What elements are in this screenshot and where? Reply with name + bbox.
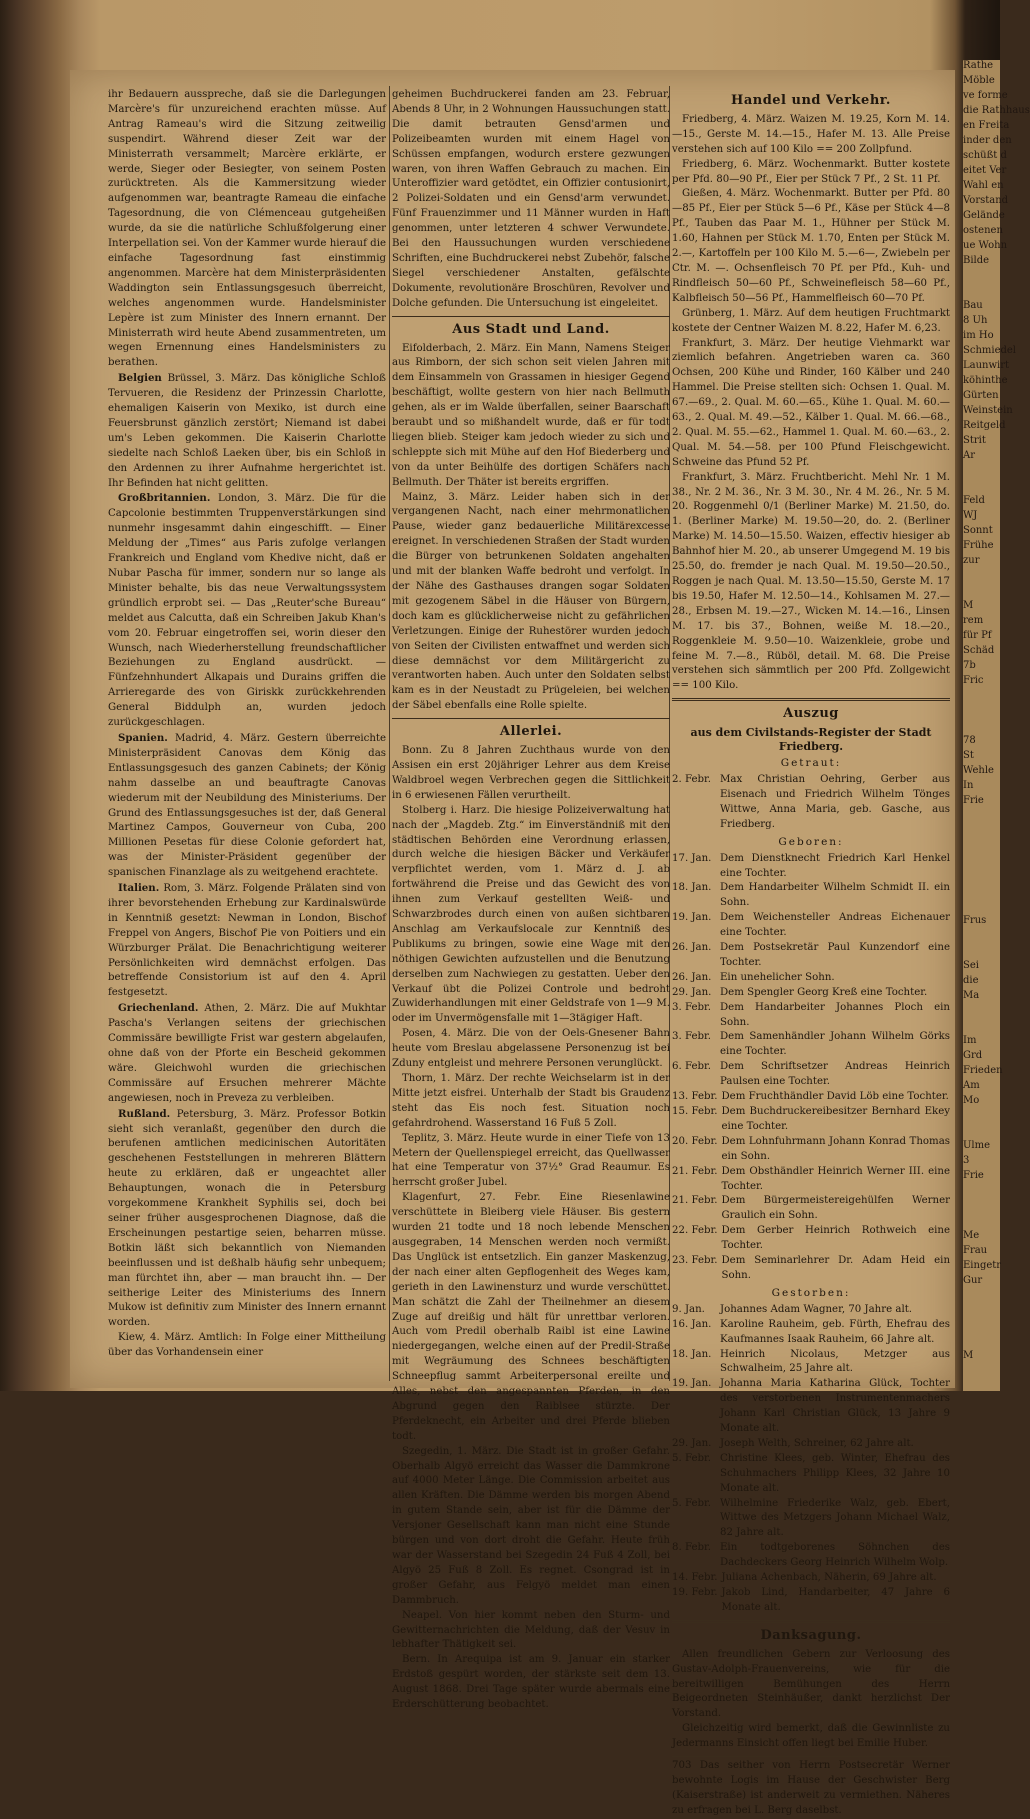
entry-date: 18. Jan. xyxy=(672,882,712,894)
adjacent-page-fragment: Frau xyxy=(963,1245,988,1256)
entry-text: Heinrich Nicolaus, Metzger aus Schwalheim, 25 Jahre alt. xyxy=(720,1348,950,1375)
register-entry xyxy=(672,1586,950,1616)
entry-text: Dem Fruchthändler David Löb eine Tochter. xyxy=(721,1091,949,1103)
entry-date: 14. Febr. xyxy=(672,1572,718,1584)
adjacent-page-fragment: In xyxy=(963,780,974,791)
adjacent-page-fragment: Schmiedel xyxy=(963,345,1017,356)
register-entry xyxy=(672,941,950,971)
country-heading: Belgien xyxy=(118,372,162,385)
register-entry xyxy=(672,971,950,986)
register-entry xyxy=(672,1194,950,1224)
adjacent-page-fragment: ue Wohn xyxy=(963,240,1008,251)
section-heading: Aus Stadt und Land. xyxy=(452,321,610,337)
adjacent-page-fragment: im Ho xyxy=(963,330,994,341)
adjacent-page-fragment xyxy=(963,930,1000,945)
adjacent-page-fragment xyxy=(963,270,1000,285)
entry-text: Jakob Lind, Handarbeiter, 47 Jahre 6 Monate alt. xyxy=(721,1587,950,1613)
adjacent-page-fragment xyxy=(963,1305,1000,1320)
adjacent-page-fragment: inder den xyxy=(963,135,1012,146)
article-text: ihr Bedauern ausspreche, daß sie die Darlegungen Marcère's für unzureichend erachten müsse. Auf Antrag Rameau's wird die Sitzung zeitweilig suspendirt. Während dieser Zeit war der Ministerrath versammelt; Marcère erklärte, er werde, Sieger oder Besiegter, von seinem Posten zurücktreten. Als die Kammersitzung wieder aufgenommen war, beantragte Rameau die einfache Tagesordnung, die von Clémenceau gutgeheißen wurde, da sie die natürliche Schlußfolgerung einer Interpellation sei. Von der Kammer wurde hierauf die einfache Tagesordnung fast einstimmig angenommen. Marcère hat dem Ministerpräsidenten Waddington sein Entlassungsgesuch überreicht, welches angenommen wurde. Handelsminister Lepère ist zum Minister des Innern ernannt. Der Ministerrath wird heute Abend zusammentreten, um wegen Ernennung eines Handelsministers zu berathen. xyxy=(108,89,386,369)
adjacent-page-fragment xyxy=(963,690,1000,705)
adjacent-page-fragment: St xyxy=(963,750,974,761)
adjacent-page-edge xyxy=(963,60,1030,1391)
register-entry xyxy=(672,1135,950,1165)
entry-text: Dem Gerber Heinrich Rothweich eine Tochter. xyxy=(721,1225,950,1252)
news-item: Bern. In Arequipa ist am 9. Januar ein starker Erdstoß gespürt worden, der stärkste seit dem 13. August 1868. Drei Tage später wurde abermals eine Erderschütterung beobachtet. xyxy=(392,1654,670,1711)
register-section-title: Getraut: xyxy=(780,757,842,770)
article-paragraph xyxy=(108,491,386,731)
entry-date: 13. Febr. xyxy=(672,1091,718,1103)
article-text: geheimen Buchdruckerei fanden am 23. Februar, Abends 8 Uhr, in 2 Wohnungen Haussuchungen statt. Die damit betrauten Gensd'armen und Polizeibeamten wurden mit einem Hagel von Schüssen empfangen, wodurch erstere gezwungen waren, von ihren Waffen Gebrauch zu machen. Ein Unteroffizier ward getödtet, ein Offizier contusionirt, 2 Polizei-Soldaten und ein Gensd'arm verwundet. Fünf Frauenzimmer und 11 Männer wurden in Haft genommen, unter letzteren 4 schwer Verwundete. Bei den Haussuchungen wurden verschiedene Schriften, eine Buchdruckerei nebst Zubehör, falsche Siegel verschiedener Anstalten, gefälschte Dokumente, revolutionäre Broschüren, Revolver und Dolche gefunden. Die Untersuchung ist eingeleitet. xyxy=(392,89,670,309)
adjacent-page-fragment: Am xyxy=(963,1080,980,1091)
country-heading: Griechenland. xyxy=(118,1002,199,1015)
register-entry xyxy=(672,1254,950,1284)
entry-date: 26. Jan. xyxy=(672,971,712,983)
adjacent-page-fragment: 3 xyxy=(963,1155,970,1166)
news-item: Posen, 4. März. Die von der Oels-Gnesener Bahn heute vom Breslau abgelassene Personenzug ist bei Zduny entgleist und mehrere Personen verunglückt. xyxy=(392,1028,670,1070)
news-item: Teplitz, 3. März. Heute wurde in einer Tiefe von 13 Metern der Quellenspiegel erreicht, das Quellwasser hat eine Temperatur von 37½° Grad Reaumur. Es herrscht großer Jubel. xyxy=(392,1132,670,1189)
adjacent-page-fragment xyxy=(963,1320,1000,1335)
adjacent-page-fragment: Rathe xyxy=(963,60,994,71)
news-item: Friedberg, 4. März. Waizen M. 19.25, Korn M. 14.—15., Gerste M. 14.—15., Hafer M. 13. Alle Preise verstehen sich auf 100 Kilo == 200 Zollpfund. xyxy=(672,113,950,155)
adjacent-page-fragment xyxy=(963,870,1000,885)
article-paragraph xyxy=(108,881,386,1001)
adjacent-page-fragment xyxy=(963,1020,1000,1035)
entry-text: Juliana Achenbach, Näherin, 69 Jahre alt. xyxy=(721,1572,937,1584)
adjacent-page-fragment: Gelände xyxy=(963,210,1005,221)
adjacent-page-fragment: Ma xyxy=(963,990,980,1001)
register-entry xyxy=(672,1165,950,1195)
register-entry xyxy=(672,881,950,911)
adjacent-page-fragment: 8 Uh xyxy=(963,315,988,326)
column-divider xyxy=(389,86,390,1381)
adjacent-page-fragment: en Freita xyxy=(963,120,1010,131)
article-paragraph xyxy=(108,1107,386,1332)
news-item: Szegedin, 1. März. Die Stadt ist in großer Gefahr. Oberhalb Algyö erreicht das Wasser die Dammkrone auf 4000 Meter Länge. Die Commission arbeitet aus allen Kräften. Die Dämme werden bis morgen Abend in gutem Stande sein, aber ist für die Dämme der Versjoner Gesellschaft kann man nicht eine Stunde bürgen und von dort droht die Gefahr. Heute früh war der Wasserstand bei Szegedin 24 Fuß 4 Zoll, bei Algyö 25 Fuß 8 Zoll. Es regnet. Csongrad ist in großer Gefahr, aus Felgyö meldet man einen Dammbruch. xyxy=(392,1445,670,1606)
column-trade-register xyxy=(672,88,950,1819)
news-item: Mainz, 3. März. Leider haben sich in der vergangenen Nacht, nach einer mehrmonatlichen Pause, wieder ganz bedauerliche Militärexcesse ereignet. In verschiedenen Straßen der Stadt wurden die Bürger von betrunkenen Soldaten angehalten und mit der blanken Waffe bedroht und verfolgt. In der Nähe des Gasthauses drangen sogar Soldaten mit gezogenem Säbel in die Häuser von Bürgern, doch kam es glücklicherweise nicht zu gefährlichen Verletzungen. Einige der Ruhestörer wurden jedoch von Seiten der Civilisten entwaffnet und werden sich diese demnächst vor dem Militärgericht zu verantworten haben. Auch unter den Soldaten selbst kam es in der Neustadt zu Prügeleien, bei welchen der Säbel ebenfalls eine Rolle spielte. xyxy=(392,491,670,712)
column-politics xyxy=(108,88,386,1361)
advertisement-text: 703 Das seither von Herrn Postsecretär Werner bewohnte Logis im Hause der Geschwister Berg (Kaiserstraße) ist anderweit zu vermiethen. Näheres zu erfragen bei L. Berg daselbst. xyxy=(672,1760,950,1816)
adjacent-page-fragment xyxy=(963,1335,1000,1350)
adjacent-page-fragment xyxy=(963,285,1000,300)
adjacent-page-fragment xyxy=(963,1125,1000,1140)
country-heading: Großbritannien. xyxy=(118,492,211,505)
entry-date: 21. Febr. xyxy=(672,1165,718,1177)
entry-text: Dem Obsthändler Heinrich Werner III. eine Tochter. xyxy=(721,1165,950,1192)
adjacent-page-fragment: Bau xyxy=(963,300,983,311)
section-heading: Auszug xyxy=(783,706,839,722)
entry-date: 19. Jan. xyxy=(672,1378,712,1390)
adjacent-page-fragment xyxy=(963,570,1000,585)
news-item: Friedberg, 6. März. Wochenmarkt. Butter kostete per Pfd. 80—90 Pf., Eier per Stück 7 Pf., 2 St. 11 Pf. xyxy=(672,158,950,185)
entry-text: Johanna Maria Katharina Glück, Tochter des verstorbenen Instrumentenmachers Johann Karl Christian Glück, 13 Jahre 9 Monate alt. xyxy=(720,1378,950,1435)
adjacent-page-fragment xyxy=(963,705,1000,720)
adjacent-page-fragment: Ulme xyxy=(963,1140,991,1151)
news-item: Thorn, 1. März. Der rechte Weichselarm ist in der Mitte jetzt eisfrei. Unterhalb der Stadt bis Graudenz steht das Eis noch fest. Situation noch gefahrdrohend. Wasserstand 16 Fuß 5 Zoll. xyxy=(392,1073,670,1129)
adjacent-page-fragment xyxy=(963,1215,1000,1230)
register-entry xyxy=(672,1318,950,1348)
entry-text: Dem Schriftsetzer Andreas Heinrich Paulsen eine Tochter. xyxy=(720,1061,950,1088)
register-entry xyxy=(672,1105,950,1135)
entry-date: 19. Febr. xyxy=(672,1587,718,1598)
article-paragraph xyxy=(108,731,386,881)
entry-text: Dem Handarbeiter Wilhelm Schmidt II. ein Sohn. xyxy=(720,882,950,909)
adjacent-page-fragment: Wehle xyxy=(963,765,994,776)
entry-date: 23. Febr. xyxy=(672,1255,718,1267)
section-heading: Allerlei. xyxy=(499,724,563,740)
adjacent-page-fragment: Gürten xyxy=(963,390,999,401)
adjacent-page-fragment: Me xyxy=(963,1230,980,1241)
adjacent-page-fragment: Sonnt xyxy=(963,525,993,536)
news-item: Neapel. Von hier kommt neben den Sturm- und Gewitternachrichten die Meldung, daß der Vesuv in lebhafter Thätigkeit sei. xyxy=(392,1609,670,1651)
adjacent-page-fragment xyxy=(963,840,1000,855)
article-text: Athen, 2. März. Die auf Mukhtar Pascha's Verlangen seitens der griechischen Commissäre bewilligte Frist war gestern abgelaufen, ohne daß von der Pforte ein Bescheid gekommen wäre. Gleichwohl wurden die griechischen Commissäre auf Ersuchen mehrerer Mächte angewiesen, noch in Preveza zu verbleiben. xyxy=(108,1003,386,1104)
section-heading: Danksagung. xyxy=(760,1627,862,1643)
register-entry xyxy=(672,1001,950,1031)
adjacent-page-fragment xyxy=(963,1395,1000,1410)
adjacent-page-fragment xyxy=(963,585,1000,600)
divider xyxy=(672,1620,950,1623)
entry-text: Dem Seminarlehrer Dr. Adam Heid ein Sohn. xyxy=(721,1255,950,1281)
entry-date: 3. Febr. xyxy=(672,1001,712,1013)
adjacent-page-fragment: zur xyxy=(963,555,980,566)
news-item: Klagenfurt, 27. Febr. Eine Riesenlawine verschüttete in Bleiberg viele Häuser. Bis gestern wurden 21 todte und 18 noch lebende Menschen ausgegraben, 14 Menschen werden noch vermißt. Das Unglück ist entsetzlich. Ein ganzer Maskenzug, der nach einer alten Gepflogenheit des Weges kam, gerieth in den Lawinensturz und wurde verschüttet. Man schätzt die Zahl der Theilnehmer an diesem Zuge auf dreißig und hält für unrettbar verloren. Auch vom Predil oberhalb Raibl ist eine Lawine niedergegangen, welche einen auf der Predil-Straße mit Wegräumung des Schnees beschäftigten Schneepflug sammt Arbeiterpersonal ereilte und Alles, nebst den angespannten Pferden, in den Abgrund gegen den Raiblsee stürzte. Der Pferdeknecht, ein Arbeiter und drei Pferde blieben todt. xyxy=(392,1192,670,1442)
register-entry xyxy=(672,1090,950,1105)
adjacent-page-fragment: Frühe xyxy=(963,540,994,551)
register-entry xyxy=(672,1348,950,1378)
register-section-title: Gestorben: xyxy=(771,1286,851,1299)
adjacent-page-fragment xyxy=(963,900,1000,915)
adjacent-page-fragment xyxy=(963,480,1000,495)
adjacent-page-fragment: 78 xyxy=(963,735,976,746)
adjacent-page-fragment: Bilde xyxy=(963,255,990,266)
article-paragraph xyxy=(108,88,386,371)
adjacent-page-fragment: Mo xyxy=(963,1095,980,1106)
entry-date: 5. Febr. xyxy=(672,1497,712,1509)
register-entry xyxy=(672,1377,950,1437)
entry-date: 3. Febr. xyxy=(672,1031,712,1043)
adjacent-page-fragment: Frie xyxy=(963,1170,984,1181)
entry-date: 9. Jan. xyxy=(672,1303,705,1315)
adjacent-page-fragment: Schäd xyxy=(963,645,995,656)
news-item: Bonn. Zu 8 Jahren Zuchthaus wurde von den Assisen ein erst 20jähriger Lehrer aus dem Kreise Waldbroel wegen Verbrechen gegen die Sittlichkeit in 6 erwiesenen Fällen verurtheilt. xyxy=(392,745,670,801)
adjacent-page-fragment: köhinthe xyxy=(963,375,1008,386)
article-text: Rom, 3. März. Folgende Prälaten sind von ihrer bevorstehenden Erhebung zur Kardinalswürde in Kenntniß gesetzt: Newman in London, Bischof Freppel von Angers, Bischof Pie von Poitiers und ein Würzburger Prälat. Die Benachrichtigung weiterer Persönlichkeiten wird demnächst erfolgen. Das betreffende Consistorium ist auf den 4. April festgesetzt. xyxy=(108,883,386,999)
article-text: Madrid, 4. März. Gestern überreichte Ministerpräsident Canovas dem König das Entlassungsgesuch des ganzen Cabinets; der König nahm dasselbe an und beauftragte Canovas wiederum mit der Neubildung des Ministeriums. Der Grund des Entlassungsgesuches ist der, daß General Martinez Campos, Gouverneur von Cuba, 200 Millionen Pesetas für diese Colonie gefordert hat, was der Minister-Präsident gegenüber der spanischen Finanzlage als zu weitgehend erachtete. xyxy=(108,732,387,879)
news-item: Gießen, 4. März. Wochenmarkt. Butter per Pfd. 80—85 Pf., Eier per Stück 5—6 Pf., Käse per Stück 4—8 Pf., Tauben das Paar M. 1., Hühner per Stück M. 1.60, Hahnen per Stück M. 1.70, Enten per Stück M. 2.—, Kartoffeln per 100 Kilo M. 5.—6—, Zwiebeln per Ctr. M. —. Ochsenfleisch 70 Pf. per Pfd., Kuh- und Rindfleisch 50—60 Pf., Schweinefleisch 58—60 Pf., Kalbfleisch 50—56 Pf., Hammelfleisch 60—70 Pf. xyxy=(672,188,950,304)
adjacent-page-fragment xyxy=(963,825,1000,840)
register-entry xyxy=(672,1437,950,1452)
article-text: London, 3. März. Die für die Capcolonie bestimmten Truppenverstärkungen sind nunmehr insgesammt dahin eingeschifft. — Einer Meldung der „Times“ aus Paris zufolge verlangen Frankreich und England vom Khedive nicht, daß er Nubar Pascha für immer, sondern nur so lange als Minister behalte, bis das neue Verwaltungssystem gründlich erprobt sei. — Das „Reuter'sche Bureau“ meldet aus Calcutta, daß ein Schreiben Jakub Khan's vom 20. Februar eingetroffen sei, worin dieser den Wunsch, nach Wiederherstellung freundschaftlicher Beziehungen zu England ausdrückt. — Fünfzehnhundert Alkapais und Durains griffen die Arrieregarde des von Giriskk zurückkehrenden General Biddulph an, wurden jedoch zurückgeschlagen. xyxy=(108,493,386,729)
news-item: Frankfurt, 3. März. Fruchtbericht. Mehl Nr. 1 M. 38., Nr. 2 M. 36., Nr. 3 M. 30., Nr. 4 M. 26., Nr. 5 M. 20. Roggenmehl 0/1 (Berliner Marke) M. 21.50, do. 1. (Berliner Marke) M. 19.50—20, do. 2. (Berliner Marke) M. 14.50—15.50. Waizen, effectiv hiesiger ab Bahnhof hier M. 20., ab unserer Umgegend M. 19 bis 25.50, do. fremder je nach Qual. M. 19.50—20.50., Roggen je nach Qual. M. 13.50—15.50, Gerste M. 17 bis 19.50, Hafer M. 12.50—14., Kohlsamen M. 27.—28., Erbsen M. 19.—27., Wicken M. 14.—16., Linsen M. 17. bis 37., Bohnen, weiße M. 18.—20., Roggenkleie M. 9.50—10. Waizenkleie, grobe und feine M. 7.—8., Rüböl, detail. M. 68. Die Preise verstehen sich sämmtlich per 200 Pfd. Zollgewicht == 100 Kilo. xyxy=(672,471,950,692)
adjacent-page-fragment: schüßt d xyxy=(963,150,1007,161)
adjacent-page-fragment: rem xyxy=(963,615,984,626)
adjacent-page-fragment: Gur xyxy=(963,1275,983,1286)
adjacent-page-fragment: die Rathhaus xyxy=(963,105,1030,116)
adjacent-page-fragment: Sei xyxy=(963,960,979,971)
section-subheading: aus dem Civilstands-Register der Stadt Friedberg. xyxy=(690,726,932,754)
adjacent-page-fragment: Fric xyxy=(963,675,984,686)
entry-date: 5. Febr. xyxy=(672,1452,712,1464)
entry-text: Ein todtgeborenes Söhnchen des Dachdeckers Georg Heinrich Wilhelm Wolp. xyxy=(720,1542,950,1569)
entry-date: 20. Febr. xyxy=(672,1135,718,1147)
entry-date: 8. Febr. xyxy=(672,1542,712,1554)
entry-text: Dem Lohnfuhrmann Johann Konrad Thomas ein Sohn. xyxy=(721,1135,950,1162)
adjacent-page-fragment: M xyxy=(963,1350,974,1361)
entry-text: Dem Weichensteller Andreas Eichenauer eine Tochter. xyxy=(720,912,950,939)
adjacent-page-fragment: Frie xyxy=(963,795,984,806)
adjacent-page-fragment: eitet Ver xyxy=(963,165,1007,176)
entry-date: 17. Jan. xyxy=(672,852,712,864)
register-section-title: Geboren: xyxy=(778,835,844,848)
entry-text: Johannes Adam Wagner, 70 Jahre alt. xyxy=(720,1303,913,1315)
adjacent-page-fragment: Vorstand xyxy=(963,195,1009,206)
register-entry xyxy=(672,1497,950,1542)
adjacent-page-fragment: Möble xyxy=(963,75,995,86)
entry-text: Wilhelmine Friederike Walz, geb. Ebert, Wittwe des Metzgers Johann Michael Walz, 82 Jahre alt. xyxy=(720,1497,950,1539)
entry-text: Max Christian Oehring, Gerber aus Eisenach und Friedrich Wilhelm Tönges Wittwe, Anna Maria, geb. Gasche, aus Friedberg. xyxy=(720,774,950,830)
register-entry xyxy=(672,852,950,882)
adjacent-page-fragment: M xyxy=(963,600,974,611)
adjacent-page-fragment: Ar xyxy=(963,450,976,461)
adjacent-page-fragment: für Pf xyxy=(963,630,992,641)
news-item: Frankfurt, 3. März. Der heutige Viehmarkt war ziemlich befahren. Angetrieben waren ca. 360 Ochsen, 200 Kühe und Rinder, 160 Kälber und 240 Hammel. Die Preise stellten sich: Ochsen 1. Qual. M. 67.—69., 2. Qual. M. 60.—65., Kühe 1. Qual. M. 60.—63., 2. Qual. M. 49.—52., Kälber 1. Qual. M. 66.—68., 2. Qual. M. 55.—62., Hammel 1. Qual. M. 60.—63., 2. Qual. M. 54.—58. per 100 Pfund Fleischgewicht. Schweine das Pfund 52 Pf. xyxy=(672,337,950,468)
register-entry xyxy=(672,1541,950,1571)
entry-date: 29. Jan. xyxy=(672,1437,712,1449)
adjacent-page-fragment xyxy=(963,1365,1000,1380)
entry-date: 2. Febr. xyxy=(672,774,712,786)
entry-date: 15. Febr. xyxy=(672,1106,718,1117)
country-heading: Italien. xyxy=(118,882,160,895)
register-entry xyxy=(672,1571,950,1586)
entry-date: 18. Jan. xyxy=(672,1348,712,1360)
register-entry xyxy=(672,986,950,1001)
register-entry xyxy=(672,1303,950,1318)
adjacent-page-fragment: Strit xyxy=(963,435,986,446)
adjacent-page-fragment: Grd xyxy=(963,1050,983,1061)
article-paragraph xyxy=(108,1001,386,1106)
register-entry xyxy=(672,1452,950,1497)
article-text: Petersburg, 3. März. Professor Botkin sieht sich veranlaßt, gegenüber den durch die berufenen amtlichen medicinischen Autoritäten geschehenen Feststellungen in mehreren Blättern heute zu erklären, daß er ungeachtet aller Behauptungen, wonach die in Petersburg vorgekommene Krankheit Syphilis sei, doch bei seiner früher ausgesprochenen Diagnose, daß die Erscheinungen pestartige seien, beharren müsse. Botkin läßt sich bekanntlich von Niemanden beeinflussen und ist deßhalb häufig sehr unbequem; man fürchtet ihn, aber — man braucht ihn. — Der seitherige Leiter des Ministeriums des Innern Mukow ist definitiv zum Minister des Innern ernannt worden. xyxy=(108,1108,386,1329)
adjacent-page-fragment xyxy=(963,855,1000,870)
adjacent-page-fragment xyxy=(963,720,1000,735)
adjacent-page-fragment: Wahl en xyxy=(963,180,1004,191)
divider xyxy=(392,718,670,719)
entry-text: Dem Dienstknecht Friedrich Karl Henkel eine Tochter. xyxy=(720,852,950,879)
entry-date: 16. Jan. xyxy=(672,1318,712,1330)
article-paragraph xyxy=(108,371,386,491)
register-entry xyxy=(672,1030,950,1060)
divider xyxy=(672,698,950,701)
entry-date: 6. Febr. xyxy=(672,1061,712,1073)
article-text: Kiew, 4. März. Amtlich: In Folge einer Mittheilung über das Vorhandensein einer xyxy=(108,1332,386,1359)
adjacent-page-fragment: 7b xyxy=(963,660,976,671)
adjacent-page-fragment: Frieden xyxy=(963,1065,1003,1076)
register-entry xyxy=(672,1224,950,1254)
entry-date: 21. Febr. xyxy=(672,1195,718,1207)
register-entry xyxy=(672,773,950,833)
country-heading: Rußland. xyxy=(118,1107,171,1120)
adjacent-page-fragment: ve forme xyxy=(963,90,1008,101)
entry-text: Dem Buchdruckereibesitzer Bernhard Ekey eine Tochter. xyxy=(721,1106,950,1132)
news-item: Eifolderbach, 2. März. Ein Mann, Namens Steiger aus Rimborn, der sich schon seit vielen Jahren mit dem Einsammeln von Grassamen in hiesiger Gegend beschäftigt, wollte gestern von hier nach Bellmuth gehen, als er im Walde überfallen, seiner Baarschaft beraubt und so mißhandelt wurde, daß er für todt liegen blieb. Steiger kam jedoch wieder zu sich und schleppte sich mit Mühe auf den Hof Biederberg und von da unter Beihülfe des dortigen Schäfers nach Bellmuth. Der Thäter ist bereits ergriffen. xyxy=(392,342,670,488)
news-item: Grünberg, 1. März. Auf dem heutigen Fruchtmarkt kostete der Centner Waizen M. 8.22, Hafer M. 6,23. xyxy=(672,307,950,334)
adjacent-page-fragment: Frus xyxy=(963,915,987,926)
adjacent-page-fragment: ostenen xyxy=(963,225,1003,236)
notice-text: Allen freundlichen Gebern zur Verloosung des Gustav-Adolph-Frauenvereins, wie für die bereitwilligen Bemühungen des Herrn Beigeordneten Steinhäußer, dankt herzlichst Der Vorstand. xyxy=(672,1648,950,1720)
entry-text: Dem Samenhändler Johann Wilhelm Görks eine Tochter. xyxy=(720,1031,950,1058)
entry-date: 26. Jan. xyxy=(672,942,712,954)
adjacent-page-fragment xyxy=(963,885,1000,900)
adjacent-page-fragment: WJ xyxy=(963,510,978,521)
entry-text: Ein unehelicher Sohn. xyxy=(720,971,835,983)
adjacent-page-fragment: die xyxy=(963,975,979,986)
entry-text: Dem Bürgermeistereigehülfen Werner Graulich ein Sohn. xyxy=(721,1195,950,1222)
adjacent-page-fragment: Launwirt xyxy=(963,360,1010,371)
section-heading: Handel und Verkehr. xyxy=(731,93,891,108)
entry-text: Dem Postsekretär Paul Kunzendorf eine Tochter. xyxy=(720,942,950,968)
divider xyxy=(392,316,670,317)
adjacent-page-fragment xyxy=(963,465,1000,480)
adjacent-page-fragment: Reitgeld xyxy=(963,420,1006,431)
register-entry xyxy=(672,1060,950,1090)
adjacent-page-fragment xyxy=(963,810,1000,825)
register-entry xyxy=(672,911,950,941)
notice-text: Gleichzeitig wird bemerkt, daß die Gewinnliste zu Jedermanns Einsicht offen liegt bei Emilie Huber. xyxy=(672,1723,950,1750)
entry-text: Dem Handarbeiter Johannes Ploch ein Sohn. xyxy=(720,1001,950,1028)
adjacent-page-fragment xyxy=(963,1290,1000,1305)
adjacent-page-fragment: Weinstein xyxy=(963,405,1013,416)
entry-text: Dem Spengler Georg Kreß eine Tochter. xyxy=(720,986,928,998)
entry-text: Christine Klees, geb. Winter, Ehefrau des Schuhmachers Philipp Klees, 32 Jahre 10 Monate alt. xyxy=(720,1452,950,1494)
column-local-news xyxy=(392,88,670,1713)
adjacent-page-fragment xyxy=(963,1380,1000,1395)
adjacent-page-fragment xyxy=(963,1110,1000,1125)
adjacent-page-fragment xyxy=(963,1005,1000,1020)
entry-date: 19. Jan. xyxy=(672,912,712,924)
adjacent-page-fragment xyxy=(963,1200,1000,1215)
entry-date: 22. Febr. xyxy=(672,1225,718,1237)
entry-date: 29. Jan. xyxy=(672,986,712,998)
adjacent-page-fragment: Eingetr xyxy=(963,1260,1002,1271)
entry-text: Joseph Welth, Schreiner, 62 Jahre alt. xyxy=(720,1437,914,1449)
adjacent-page-fragment: Feld xyxy=(963,495,985,506)
article-text: Brüssel, 3. März. Das königliche Schloß Tervueren, die Residenz der Prinzessin Charlotte, ehemaligen Kaiserin von Mexiko, ist durch eine Feuersbrunst gänzlich zerstört; Niemand ist dabei um's Leben gekommen. Die Kaiserin Charlotte siedelte nach Schloß Laeken über, bis ein Schloß in den Ardennen zu ihrer Aufnahme hergerichtet ist. Ihr Befinden hat nicht gelitten. xyxy=(108,373,386,489)
adjacent-page-fragment xyxy=(963,1185,1000,1200)
country-heading: Spanien. xyxy=(118,731,168,744)
entry-text: Karoline Rauheim, geb. Fürth, Ehefrau des Kaufmannes Isaak Rauheim, 66 Jahre alt. xyxy=(720,1318,950,1345)
adjacent-page-fragment: Im xyxy=(963,1035,977,1046)
adjacent-page-fragment xyxy=(963,945,1000,960)
news-item: Stolberg i. Harz. Die hiesige Polizeiverwaltung hat nach der „Magdeb. Ztg.“ im Einverständniß mit den städtischen Behörden eine Verordnung erlassen, durch welche die hiesigen Bäcker und Verkäufer verpflichtet werden, vom 1. März d. J. ab fortwährend die Preise und das Gewicht des von ihnen zum Verkauf gestellten Weiß- und Schwarzbrodes durch einen von außen sichtbaren Anschlag am Verkaufslocale zur Kenntniß des Publikums zu bringen, sowie eine Wage mit den nöthigen Gewichten aufzustellen und die Benutzung derselben zum Nachwiegen zu gestatten. Ueber den Verkauf übt die Polizei Controle und bedroht Zuwiderhandlungen mit einer Geldstrafe von 1—9 M. oder im Unvermögensfalle mit 1—3tägiger Haft. xyxy=(392,804,670,1025)
article-paragraph xyxy=(108,1331,386,1361)
